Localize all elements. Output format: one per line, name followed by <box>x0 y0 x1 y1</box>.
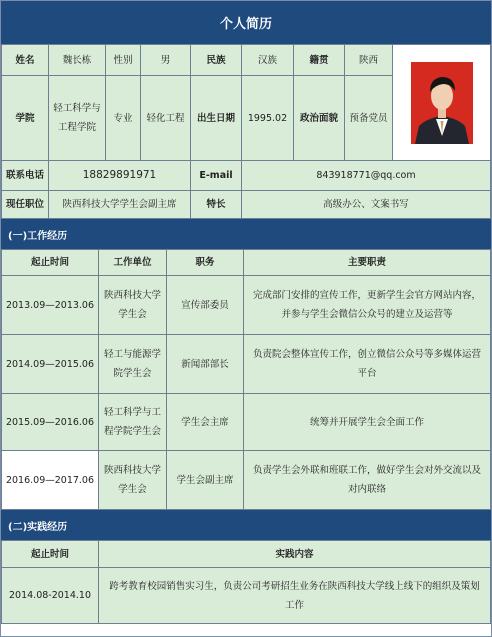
work-header-period: 起止时间 <box>2 250 99 276</box>
work-header-duty: 主要职责 <box>244 250 491 276</box>
skills-value: 高级办公、文案书写 <box>242 191 491 219</box>
email-label: E-mail <box>191 161 242 191</box>
practice-header-period: 起止时间 <box>2 541 99 568</box>
work-section-title: (一)工作经历 <box>1 219 491 249</box>
birth-label: 出生日期 <box>191 76 242 161</box>
name-label: 姓名 <box>2 45 49 76</box>
work-period: 2013.09—2013.06 <box>2 276 99 335</box>
gender-value: 男 <box>141 45 191 76</box>
work-period: 2014.09—2015.06 <box>2 335 99 394</box>
practice-experience-table <box>1 540 491 624</box>
phone-label: 联系电话 <box>2 161 49 191</box>
work-unit: 陕西科技大学学生会 <box>99 276 167 335</box>
table-row <box>2 394 491 451</box>
work-role: 宣传部委员 <box>167 276 244 335</box>
practice-section-title: (二)实践经历 <box>1 510 491 540</box>
work-role: 学生会主席 <box>167 394 244 451</box>
table-row <box>2 568 491 624</box>
practice-period: 2014.08-2014.10 <box>2 568 99 624</box>
personal-info-table <box>1 44 491 219</box>
work-unit: 轻工与能源学院学生会 <box>99 335 167 394</box>
table-row <box>2 335 491 394</box>
table-row <box>2 276 491 335</box>
gender-label: 性别 <box>106 45 141 76</box>
skills-label: 特长 <box>191 191 242 219</box>
work-unit: 轻工科学与工程学院学生会 <box>99 394 167 451</box>
table-row <box>2 451 491 510</box>
practice-header-content: 实践内容 <box>99 541 491 568</box>
origin-value: 陕西 <box>345 45 393 76</box>
college-value: 轻工科学与工程学院 <box>49 76 106 161</box>
work-role: 学生会副主席 <box>167 451 244 510</box>
politics-label: 政治面貌 <box>294 76 345 161</box>
email-value: 843918771@qq.com <box>242 161 491 191</box>
portrait-icon <box>411 62 473 144</box>
resume-title: 个人简历 <box>1 1 491 44</box>
work-experience-table <box>1 249 491 510</box>
college-label: 学院 <box>2 76 49 161</box>
work-period: 2015.09—2016.06 <box>2 394 99 451</box>
phone-value: 18829891971 <box>49 161 191 191</box>
position-value: 陕西科技大学学生会副主席 <box>49 191 191 219</box>
profile-photo <box>411 62 473 144</box>
work-header-role: 职务 <box>167 250 244 276</box>
origin-label: 籍贯 <box>294 45 345 76</box>
position-label: 现任职位 <box>2 191 49 219</box>
practice-content: 跨考教育校园销售实习生，负责公司考研招生业务在陕西科技大学线上线下的组织及策划工作 <box>99 568 491 624</box>
ethnicity-value: 汉族 <box>242 45 294 76</box>
major-value: 轻化工程 <box>141 76 191 161</box>
work-header-unit: 工作单位 <box>99 250 167 276</box>
work-unit: 陕西科技大学学生会 <box>99 451 167 510</box>
work-period: 2016.09—2017.06 <box>2 451 99 510</box>
birth-value: 1995.02 <box>242 76 294 161</box>
work-duty: 完成部门安排的宣传工作，更新学生会官方网站内容，并参与学生会微信公众号的建立及运营等 <box>244 276 491 335</box>
politics-value: 预备党员 <box>345 76 393 161</box>
work-duty: 负责学生会外联和班联工作，做好学生会对外交流以及对内联络 <box>244 451 491 510</box>
work-duty: 负责院会整体宣传工作，创立微信公众号等多媒体运营平台 <box>244 335 491 394</box>
work-duty: 统筹并开展学生会全面工作 <box>244 394 491 451</box>
ethnicity-label: 民族 <box>191 45 242 76</box>
photo-cell <box>393 45 491 161</box>
work-role: 新闻部部长 <box>167 335 244 394</box>
name-value: 魏长栋 <box>49 45 106 76</box>
major-label: 专业 <box>106 76 141 161</box>
